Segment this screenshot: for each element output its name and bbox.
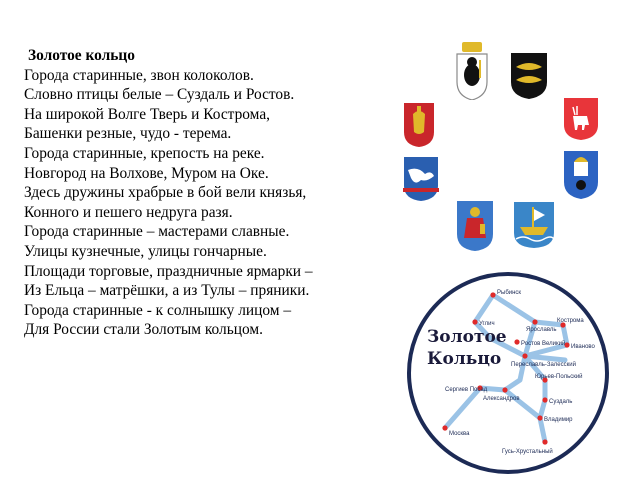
sergiev-posad-crest-icon	[563, 150, 599, 200]
city-label: Александров	[483, 396, 520, 402]
city-marker	[537, 415, 542, 420]
city-label: Юрьев-Польский	[535, 374, 583, 380]
poem-line: Города старинные, крепость на реке.	[24, 144, 265, 162]
city-marker	[514, 339, 519, 344]
city-marker	[490, 292, 495, 297]
city-marker	[502, 387, 507, 392]
city-label: Ярославль	[526, 327, 557, 333]
poem-line: Башенки резные, чудо - терема.	[24, 125, 232, 143]
poem-line: Города старинные, звон колоколов.	[24, 66, 254, 84]
poem-line: Площади торговые, праздничные ярмарки –	[24, 262, 313, 280]
city-marker	[442, 425, 447, 430]
suzdal-crest-icon	[403, 156, 439, 202]
pereslavl-crest-icon	[510, 52, 548, 100]
city-marker	[522, 353, 527, 358]
map-title-line1: Золотое	[427, 327, 507, 347]
city-label: Москва	[449, 431, 470, 437]
city-marker	[542, 397, 547, 402]
poem-line: Улицы кузнечные, улицы гончарные.	[24, 242, 267, 260]
poem-line: На широкой Волге Тверь и Кострома,	[24, 105, 270, 123]
poem-line: Города старинные – мастерами славные.	[24, 223, 290, 241]
city-label: Переславль-Залесский	[511, 362, 576, 368]
poem-line: Конного и пешего недруга разя.	[24, 203, 233, 221]
city-marker	[532, 319, 537, 324]
city-label: Владимир	[544, 417, 573, 423]
poem-line: Для России стали Золотым кольцом.	[24, 321, 263, 339]
poem-line: Словно птицы белые – Суздаль и Ростов.	[24, 86, 295, 104]
poem-line: Из Ельца – матрёшки, а из Тулы – пряники.	[24, 282, 310, 300]
city-label: Рыбинск	[497, 290, 522, 296]
poem-line: Новгород на Волхове, Муром на Оке.	[24, 164, 269, 182]
poem-line: Города старинные - к солнышку лицом –	[24, 301, 292, 319]
city-marker	[472, 319, 477, 324]
city-label: Гусь-Хрустальный	[502, 449, 553, 455]
city-marker	[542, 439, 547, 444]
vladimir-crest-icon	[403, 102, 435, 148]
city-label: Кострома	[557, 318, 584, 324]
poem	[24, 46, 394, 340]
poem-line: Здесь дружины храбрые в бой вели князья,	[24, 184, 307, 202]
kostroma-crest-icon	[513, 201, 555, 249]
rostov-crest-icon	[563, 97, 599, 141]
city-label: Углич	[479, 321, 495, 327]
city-label: Ростов Великий	[521, 341, 566, 347]
golden-ring-map	[405, 270, 615, 480]
city-label: Сергиев Посад	[445, 387, 488, 393]
city-label: Иваново	[571, 344, 595, 350]
city-label: Суздаль	[549, 399, 573, 405]
yaroslavl-crest-icon	[453, 42, 491, 100]
ivanovo-crest-icon	[456, 200, 494, 252]
poem-title: Золотое кольцо	[28, 47, 135, 64]
map-title-line2: Кольцо	[427, 349, 502, 369]
